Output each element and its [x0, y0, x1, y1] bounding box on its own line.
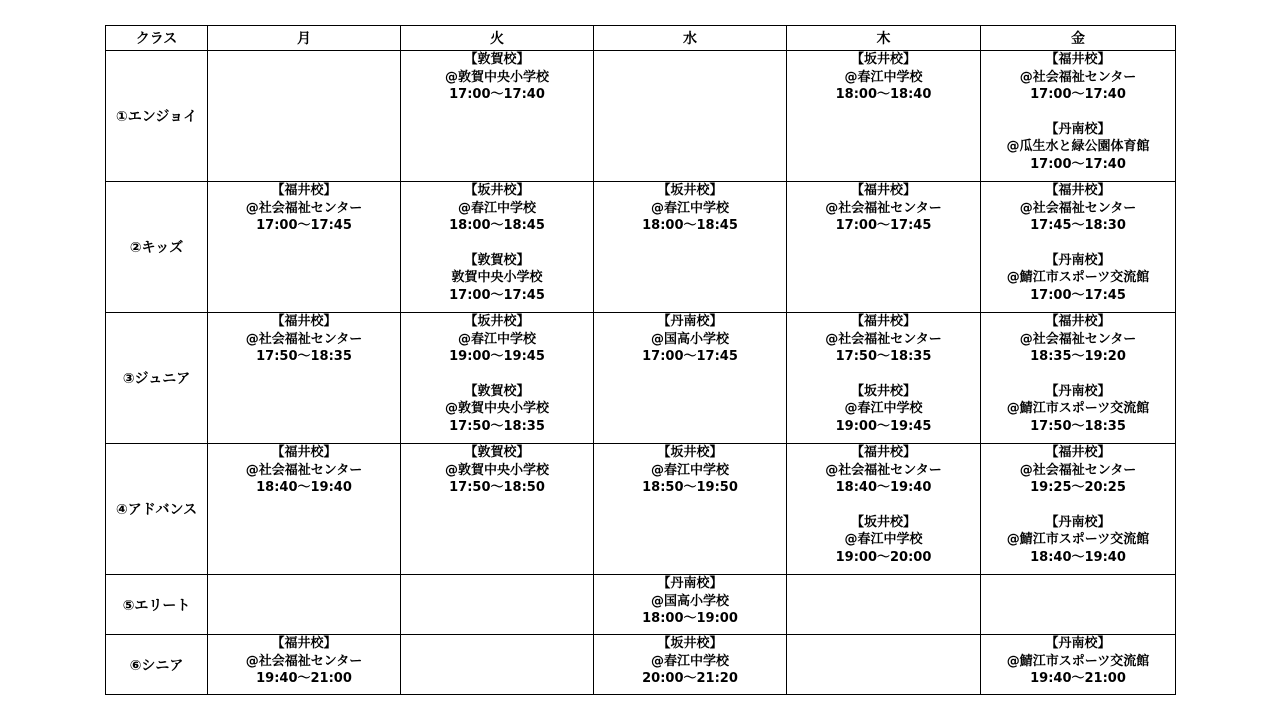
venue-name: @国高小学校: [650, 593, 729, 609]
time-range: 17:00〜17:45: [1030, 287, 1126, 303]
time-range: 17:50〜18:50: [449, 480, 545, 495]
time-range: 19:40〜21:00: [256, 671, 352, 686]
schedule-cell-thursday: [787, 51, 981, 182]
venue-name: @社会福祉センター: [1019, 462, 1137, 478]
lesson-entry: [981, 182, 1175, 235]
lesson-entry: [787, 514, 980, 567]
time-range: 17:45〜18:30: [1030, 218, 1126, 233]
schedule-cell-tuesday: [401, 635, 594, 695]
school-name: 【福井校】: [271, 636, 337, 651]
time-range: 17:50〜18:35: [1030, 418, 1126, 434]
schedule-cell-monday: [208, 51, 401, 182]
class-row: [106, 575, 1176, 635]
school-name: 【福井校】: [1045, 52, 1111, 67]
schedule-cell-tuesday: [401, 444, 594, 575]
school-name: 【坂井校】: [850, 383, 916, 399]
schedule-cell-monday: [208, 182, 401, 313]
venue-name: @国高小学校: [650, 331, 729, 347]
schedule-cell-monday: [208, 635, 401, 695]
venue-name: @鯖江市スポーツ交流館: [1006, 401, 1150, 416]
school-name: 【福井校】: [271, 183, 337, 198]
schedule-cell-tuesday: [401, 182, 594, 313]
lesson-entry: [208, 444, 400, 497]
school-name: 【福井校】: [850, 314, 916, 329]
lesson-entry: [208, 182, 400, 235]
time-range: 19:40〜21:00: [1030, 671, 1126, 686]
lesson-entry: [594, 635, 786, 688]
class-row: [106, 51, 1176, 182]
header-friday: 金: [981, 26, 1176, 51]
schedule-cell-monday: [208, 444, 401, 575]
schedule-cell-monday: [208, 313, 401, 444]
time-range: 18:00〜18:40: [835, 87, 932, 102]
lesson-entry: [981, 635, 1175, 688]
header-class: クラス: [106, 26, 208, 51]
time-range: 19:00〜19:45: [835, 418, 932, 434]
time-range: 19:00〜19:45: [449, 349, 545, 364]
lesson-entry: [401, 383, 593, 436]
venue-name: @社会福祉センター: [825, 331, 942, 347]
school-name: 【丹南校】: [657, 314, 723, 329]
time-range: 17:00〜17:45: [449, 287, 545, 303]
lesson-entry: [787, 313, 980, 366]
lesson-entry: [787, 182, 980, 235]
class-name: ⑥シニア: [106, 635, 208, 695]
school-name: 【坂井校】: [657, 636, 723, 651]
school-name: 【坂井校】: [657, 183, 723, 198]
lesson-entry: [981, 252, 1175, 305]
time-range: 17:00〜17:40: [449, 87, 545, 102]
schedule-cell-tuesday: [401, 51, 594, 182]
time-range: 20:00〜21:20: [642, 671, 738, 686]
time-range: 17:50〜18:35: [835, 349, 932, 364]
header-monday: 月: [208, 26, 401, 51]
school-name: 【坂井校】: [850, 52, 916, 67]
venue-name: @社会福祉センター: [1019, 331, 1137, 347]
lesson-entry: [787, 51, 980, 104]
schedule-cell-monday: [208, 575, 401, 635]
class-name: ②キッズ: [106, 182, 208, 313]
school-name: 【敦賀校】: [464, 383, 530, 399]
time-range: 17:00〜17:45: [256, 218, 352, 233]
venue-name: @春江中学校: [457, 331, 536, 347]
time-range: 18:00〜18:45: [642, 218, 738, 233]
schedule-cell-wednesday: [594, 635, 787, 695]
time-range: 17:00〜17:45: [835, 218, 932, 233]
school-name: 【坂井校】: [850, 514, 916, 530]
school-name: 【敦賀校】: [464, 252, 530, 268]
venue-name: @鯖江市スポーツ交流館: [1006, 532, 1150, 547]
school-name: 【福井校】: [271, 314, 337, 329]
time-range: 18:50〜19:50: [642, 480, 738, 495]
schedule-cell-wednesday: [594, 313, 787, 444]
venue-name: @敦賀中央小学校: [444, 69, 549, 85]
time-range: 17:00〜17:40: [1030, 156, 1126, 172]
schedule-cell-thursday: [787, 444, 981, 575]
time-range: 17:50〜18:35: [256, 349, 352, 364]
lesson-entry: [981, 313, 1175, 366]
class-name: ④アドバンス: [106, 444, 208, 575]
venue-name: 敦賀中央小学校: [451, 270, 543, 285]
venue-name: @春江中学校: [844, 532, 923, 547]
school-name: 【福井校】: [271, 445, 337, 460]
schedule-cell-wednesday: [594, 51, 787, 182]
time-range: 18:00〜18:45: [449, 218, 545, 233]
school-name: 【敦賀校】: [464, 52, 530, 67]
schedule-cell-friday: [981, 635, 1176, 695]
lesson-entry: [208, 635, 400, 688]
time-range: 17:00〜17:40: [1030, 87, 1126, 102]
school-name: 【丹南校】: [1045, 514, 1111, 530]
time-range: 17:00〜17:45: [642, 349, 738, 364]
schedule-cell-thursday: [787, 182, 981, 313]
lesson-entry: [594, 444, 786, 497]
schedule-cell-thursday: [787, 635, 981, 695]
venue-name: @社会福祉センター: [825, 200, 942, 216]
time-range: 18:35〜19:20: [1030, 349, 1126, 364]
lesson-entry: [401, 51, 593, 104]
time-range: 18:40〜19:40: [256, 480, 352, 495]
lesson-entry: [787, 444, 980, 497]
schedule-cell-friday: [981, 444, 1176, 575]
class-row: [106, 182, 1176, 313]
schedule-cell-tuesday: [401, 313, 594, 444]
time-range: 19:25〜20:25: [1030, 480, 1126, 495]
school-name: 【福井校】: [850, 445, 916, 460]
venue-name: @鯖江市スポーツ交流館: [1006, 270, 1150, 285]
school-name: 【福井校】: [1045, 183, 1111, 198]
lesson-entry: [981, 383, 1175, 436]
venue-name: @鯖江市スポーツ交流館: [1006, 653, 1150, 669]
lesson-entry: [401, 444, 593, 497]
venue-name: @社会福祉センター: [245, 653, 363, 669]
school-name: 【福井校】: [1045, 445, 1111, 460]
lesson-entry: [787, 383, 980, 436]
time-range: 18:40〜19:40: [835, 480, 932, 495]
venue-name: @社会福祉センター: [245, 331, 363, 347]
class-row: [106, 444, 1176, 575]
lesson-entry: [594, 313, 786, 366]
header-wednesday: 水: [594, 26, 787, 51]
lesson-entry: [208, 313, 400, 366]
school-name: 【丹南校】: [1045, 121, 1111, 137]
venue-name: @敦賀中央小学校: [444, 401, 549, 416]
schedule-cell-friday: [981, 182, 1176, 313]
school-name: 【福井校】: [850, 183, 916, 198]
schedule-cell-thursday: [787, 313, 981, 444]
class-name: ⑤エリート: [106, 575, 208, 635]
schedule-cell-friday: [981, 575, 1176, 635]
school-name: 【敦賀校】: [464, 445, 530, 460]
schedule-cell-wednesday: [594, 444, 787, 575]
venue-name: @春江中学校: [650, 200, 729, 216]
schedule-cell-friday: [981, 51, 1176, 182]
venue-name: @瓜生水と緑公園体育館: [1006, 139, 1150, 154]
school-name: 【坂井校】: [464, 183, 530, 198]
class-name: ①エンジョイ: [106, 51, 208, 182]
schedule-cell-friday: [981, 313, 1176, 444]
school-name: 【坂井校】: [657, 445, 723, 460]
venue-name: @春江中学校: [457, 200, 536, 216]
class-row: [106, 313, 1176, 444]
lesson-entry: [401, 252, 593, 305]
lesson-entry: [594, 182, 786, 235]
lesson-entry: [981, 444, 1175, 497]
schedule-cell-thursday: [787, 575, 981, 635]
lesson-entry: [401, 182, 593, 235]
time-range: 18:40〜19:40: [1030, 549, 1126, 565]
lesson-entry: [981, 51, 1175, 104]
time-range: 19:00〜20:00: [835, 549, 932, 565]
venue-name: @社会福祉センター: [1019, 69, 1137, 85]
class-schedule-table: [105, 25, 1176, 695]
school-name: 【丹南校】: [1045, 383, 1111, 399]
venue-name: @春江中学校: [650, 653, 729, 669]
header-tuesday: 火: [401, 26, 594, 51]
school-name: 【丹南校】: [1045, 636, 1111, 651]
school-name: 【丹南校】: [657, 576, 723, 591]
venue-name: @社会福祉センター: [245, 200, 363, 216]
time-range: 18:00〜19:00: [642, 611, 738, 626]
lesson-entry: [981, 121, 1175, 174]
school-name: 【坂井校】: [464, 314, 530, 329]
header-row: [106, 26, 1176, 51]
lesson-entry: [594, 575, 786, 628]
venue-name: @春江中学校: [650, 462, 729, 478]
time-range: 17:50〜18:35: [449, 418, 545, 434]
schedule-cell-wednesday: [594, 575, 787, 635]
lesson-entry: [981, 514, 1175, 567]
schedule-cell-tuesday: [401, 575, 594, 635]
schedule-cell-wednesday: [594, 182, 787, 313]
school-name: 【福井校】: [1045, 314, 1111, 329]
class-row: [106, 635, 1176, 695]
venue-name: @社会福祉センター: [1019, 200, 1137, 216]
venue-name: @春江中学校: [844, 401, 923, 416]
header-thursday: 木: [787, 26, 981, 51]
venue-name: @社会福祉センター: [245, 462, 363, 478]
school-name: 【丹南校】: [1045, 252, 1111, 268]
venue-name: @春江中学校: [844, 69, 923, 85]
venue-name: @社会福祉センター: [825, 462, 942, 478]
class-name: ③ジュニア: [106, 313, 208, 444]
lesson-entry: [401, 313, 593, 366]
venue-name: @敦賀中央小学校: [444, 462, 549, 478]
